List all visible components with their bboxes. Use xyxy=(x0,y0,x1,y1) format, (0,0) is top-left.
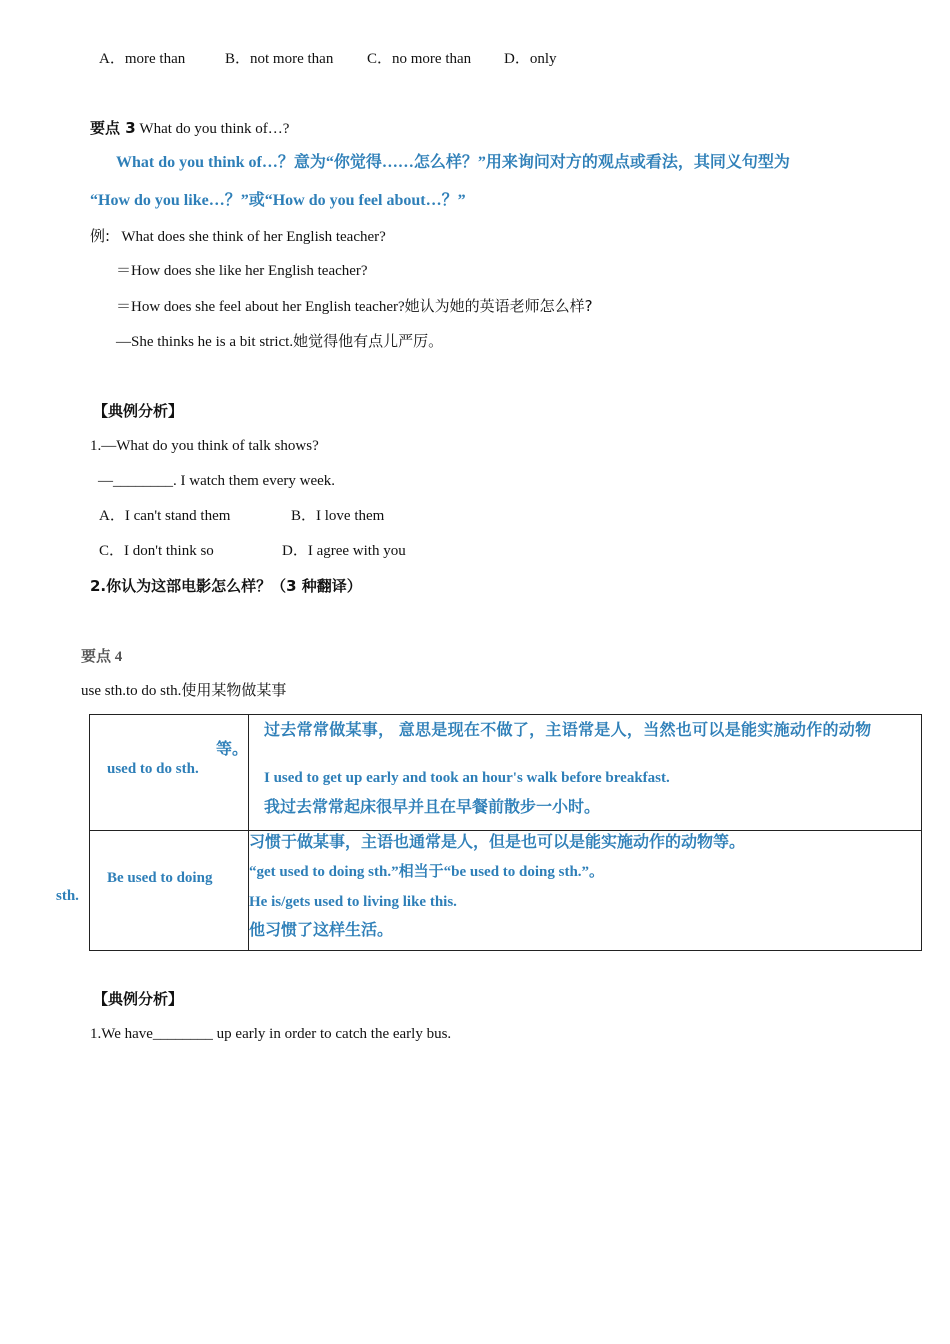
analysis1-reply: —________. I watch them every week. xyxy=(98,473,336,489)
point3-label: 要点 3 xyxy=(90,119,136,137)
example-4-en: —She thinks he is a bit strict. xyxy=(116,334,294,350)
row1-term: used to do sth. xyxy=(107,761,199,777)
option-d: D．only xyxy=(504,51,557,67)
example-label: 例: xyxy=(90,227,111,245)
option-b: B．not more than xyxy=(225,51,334,67)
row1-example-en: I used to get up early and took an hour's walk before breakfast. xyxy=(264,770,670,786)
point4-subtitle xyxy=(81,681,286,701)
analysis1-question-1: 1.—What do you think of talk shows? xyxy=(90,438,319,454)
example-1: What does she think of her English teacher? xyxy=(121,229,386,245)
example-3-en: ＝How does she feel about her English teacher? xyxy=(116,299,405,315)
example-4-zh: 她觉得他有点儿严厉。 xyxy=(293,332,444,350)
analysis1-option-b: B．I love them xyxy=(291,508,385,524)
analysis-title-1: 【典例分析】 xyxy=(93,402,184,420)
point3-title: What do you think of…? xyxy=(135,121,290,137)
point4-heading xyxy=(81,646,122,667)
row2-term-wrap: sth. xyxy=(56,888,79,904)
analysis-title-2: 【典例分析】 xyxy=(93,990,184,1008)
example-3-zh: 她认为她的英语老师怎么样? xyxy=(404,297,593,315)
row1-wrap: 等。 xyxy=(216,741,249,758)
row2-example-zh: 他习惯了这样生活。 xyxy=(249,922,394,939)
point3-explain-1: What do you think of…？意为“你觉得……怎么样？”用来询问对方的观点或看法，其同义句型为 xyxy=(116,154,790,171)
example-2: ＝How does she like her English teacher? xyxy=(116,263,368,279)
example-line-4 xyxy=(116,331,443,352)
table-row-divider xyxy=(89,830,922,831)
point4-number: 4 xyxy=(114,649,123,665)
row2-explain: 习惯于做某事，主语也通常是人，但是也可以是能实施动作的动物等。 xyxy=(249,834,746,851)
point4-subtitle-text: use sth.to do sth.使用某物做某事 xyxy=(81,683,287,699)
row2-equivalent: “get used to doing sth.”相当于“be used to doing sth.”。 xyxy=(249,864,605,880)
option-c: C．no more than xyxy=(367,51,472,67)
example-line-1 xyxy=(90,226,386,247)
example-line-3 xyxy=(116,296,593,317)
option-a: A．more than xyxy=(99,51,186,67)
analysis1-question-2: 2.你认为这部电影怎么样？（3 种翻译） xyxy=(90,577,362,595)
row1-explain: 过去常常做某事， 意思是现在不做了，主语常是人，当然也可以是能实施动作的动物 xyxy=(264,722,872,739)
analysis2-question-1: 1.We have________ up early in order to catch the early bus. xyxy=(90,1026,452,1042)
analysis1-option-a: A．I can't stand them xyxy=(99,508,231,524)
point3-heading xyxy=(90,118,289,139)
row2-term: Be used to doing xyxy=(107,870,213,886)
row2-example-en: He is/gets used to living like this. xyxy=(249,894,457,910)
point3-explain-2: “How do you like…？”或“How do you feel about…？” xyxy=(90,192,466,209)
analysis1-option-d: D．I agree with you xyxy=(282,543,406,559)
row1-example-zh: 我过去常常起床很早并且在早餐前散步一小时。 xyxy=(264,799,601,816)
point4-label: 要点 xyxy=(81,647,112,665)
analysis1-option-c: C．I don't think so xyxy=(99,543,214,559)
